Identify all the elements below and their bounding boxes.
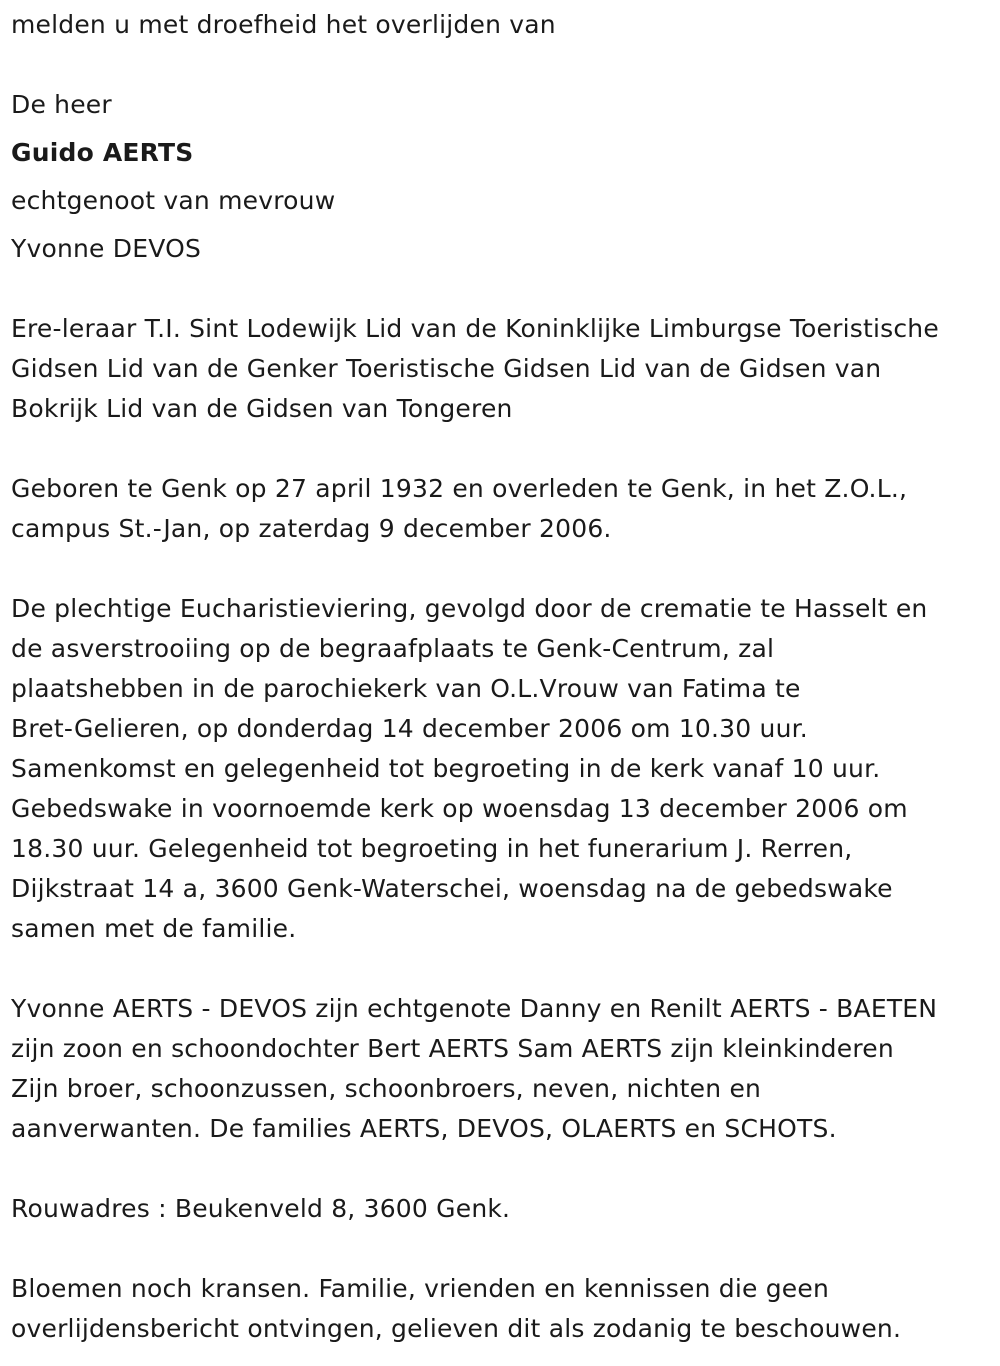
biography-line: Bokrijk Lid van de Gidsen van Tongeren [11, 394, 513, 423]
birth-death-line: campus St.-Jan, op zaterdag 9 december 2006. [11, 514, 612, 543]
closing-paragraph [11, 1269, 901, 1349]
spouse-label: echtgenoot van mevrouw [11, 186, 336, 215]
title-prefix: De heer [11, 90, 112, 119]
family-paragraph [11, 989, 937, 1149]
ceremony-line: Samenkomst en gelegenheid tot begroeting in de kerk vanaf 10 uur. [11, 754, 881, 783]
closing-line: overlijdensbericht ontvingen, gelieven dit als zodanig te beschouwen. [11, 1314, 902, 1343]
birth-death-paragraph [11, 469, 907, 549]
family-line: aanverwanten. De families AERTS, DEVOS, OLAERTS en SCHOTS. [11, 1114, 837, 1143]
family-line: zijn zoon en schoondochter Bert AERTS Sam AERTS zijn kleinkinderen [11, 1034, 894, 1063]
ceremony-line: samen met de familie. [11, 914, 297, 943]
ceremony-line: 18.30 uur. Gelegenheid tot begroeting in het funerarium J. Rerren, [11, 834, 853, 863]
ceremony-line: Dijkstraat 14 a, 3600 Genk-Waterschei, woensdag na de gebedswake [11, 874, 893, 903]
ceremony-paragraph [11, 589, 927, 949]
ceremony-line: de asverstrooiing op de begraafplaats te Genk-Centrum, zal [11, 634, 775, 663]
birth-death-line: Geboren te Genk op 27 april 1932 en overleden te Genk, in het Z.O.L., [11, 474, 908, 503]
closing-line: Bloemen noch kransen. Familie, vrienden en kennissen die geen [11, 1274, 830, 1303]
ceremony-line: De plechtige Eucharistieviering, gevolgd door de crematie te Hasselt en [11, 594, 928, 623]
biography-line: Gidsen Lid van de Genker Toeristische Gidsen Lid van de Gidsen van [11, 354, 882, 383]
intro-text: melden u met droefheid het overlijden van [11, 10, 556, 39]
mourning-address: Rouwadres : Beukenveld 8, 3600 Genk. [11, 1194, 511, 1223]
ceremony-line: Gebedswake in voornoemde kerk op woensdag 13 december 2006 om [11, 794, 908, 823]
ceremony-line: Bret-Gelieren, op donderdag 14 december 2006 om 10.30 uur. [11, 714, 808, 743]
deceased-name: Guido AERTS [11, 138, 194, 167]
biography-paragraph [11, 309, 939, 429]
ceremony-line: plaatshebben in de parochiekerk van O.L.Vrouw van Fatima te [11, 674, 801, 703]
spouse-name: Yvonne DEVOS [11, 234, 202, 263]
biography-line: Ere-leraar T.I. Sint Lodewijk Lid van de Koninklijke Limburgse Toeristische [11, 314, 939, 343]
family-line: Yvonne AERTS - DEVOS zijn echtgenote Danny en Renilt AERTS - BAETEN [11, 994, 938, 1023]
family-line: Zijn broer, schoonzussen, schoonbroers, neven, nichten en [11, 1074, 762, 1103]
